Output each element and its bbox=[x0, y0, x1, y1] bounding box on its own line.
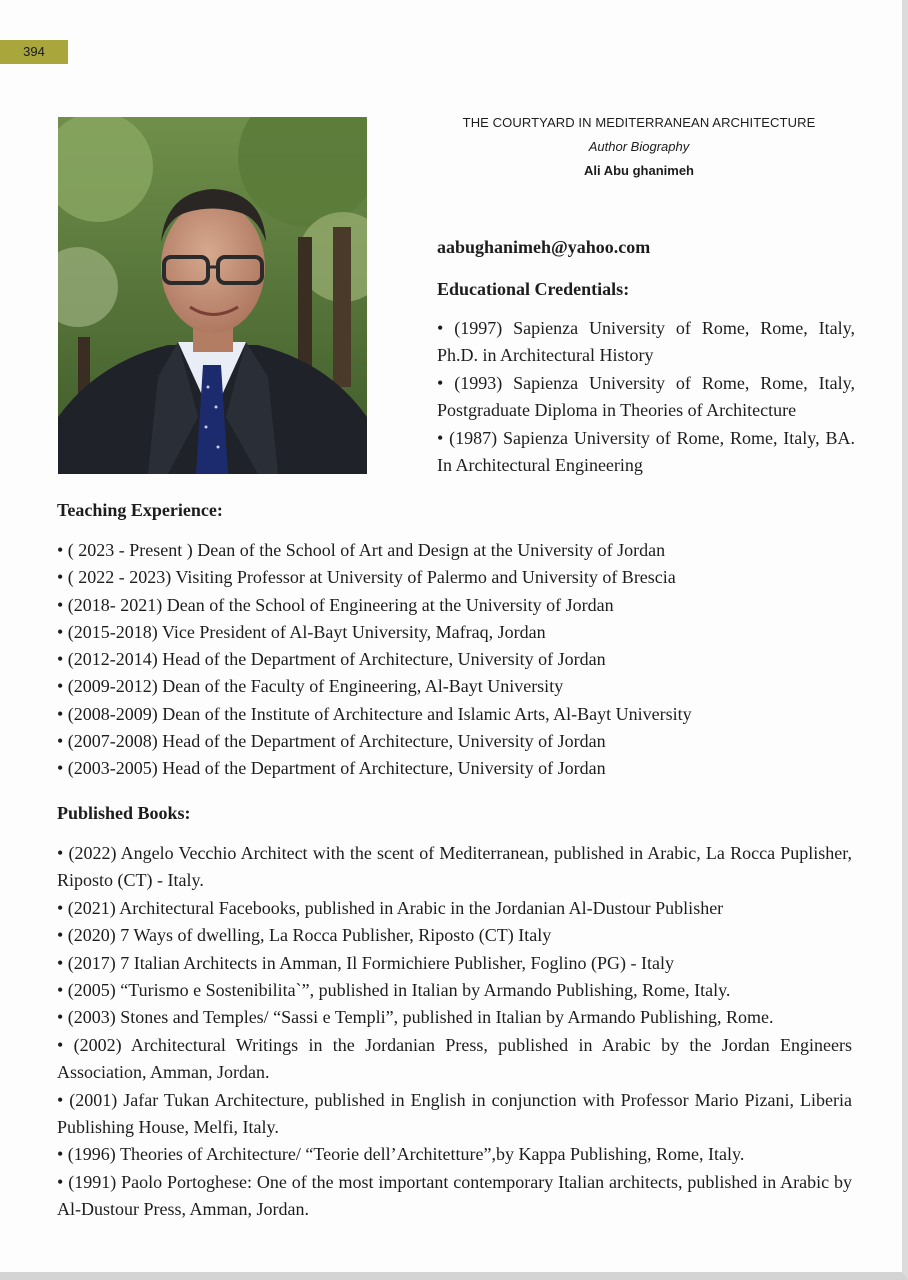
book-item: • (2020) 7 Ways of dwelling, La Rocca Publisher, Riposto (CT) Italy bbox=[57, 925, 552, 946]
book-item: • (2022) Angelo Vecchio Architect with the scent of Mediterranean, published in Arabic, La Rocca Puplisher, Riposto (CT) - Italy. bbox=[57, 843, 852, 891]
author-portrait-photo bbox=[58, 117, 367, 474]
education-heading: Educational Credentials: bbox=[437, 279, 630, 299]
teaching-item: • (2012-2014) Head of the Department of Architecture, University of Jordan bbox=[57, 649, 606, 670]
education-list bbox=[437, 315, 855, 479]
book-title: THE COURTYARD IN MEDITERRANEAN ARCHITECTURE bbox=[462, 115, 816, 130]
books-list bbox=[57, 840, 852, 1224]
author-name: Ali Abu ghanimeh bbox=[583, 163, 695, 178]
teaching-item: • (2008-2009) Dean of the Institute of Architecture and Islamic Arts, Al-Bayt University bbox=[57, 703, 692, 724]
book-item: • (1991) Paolo Portoghese: One of the most important contemporary Italian architects, published in Arabic by Al-Dustour Press, Amman, Jordan. bbox=[57, 1171, 852, 1220]
education-item: • (1997) Sapienza University of Rome, Rome, Italy, Ph.D. in Architectural History bbox=[437, 318, 855, 366]
book-item: • (2002) Architectural Writings in the Jordanian Press, published in Arabic by the Jordan Engineers Association, Amman, Jordan. bbox=[57, 1034, 852, 1083]
book-item: • (2001) Jafar Tukan Architecture, published in English in conjunction with Professor Mario Pizani, Liberia Publishing House, Melfi, Italy. bbox=[57, 1089, 852, 1138]
book-item: • (2003) Stones and Temples/ “Sassi e Templi”, published in Italian by Armando Publishing, Rome. bbox=[57, 1007, 774, 1028]
education-item: • (1993) Sapienza University of Rome, Rome, Italy, Postgraduate Diploma in Theories of Architecture bbox=[437, 372, 855, 421]
teaching-item: • ( 2023 - Present ) Dean of the School of Art and Design at the University of Jordan bbox=[57, 540, 666, 560]
book-item: • (1996) Theories of Architecture/ “Teorie dell’Architetture”,by Kappa Publishing, Rome, Italy. bbox=[57, 1144, 745, 1165]
teaching-heading: Teaching Experience: bbox=[57, 500, 223, 520]
section-label: Author Biography bbox=[588, 139, 690, 154]
teaching-item: • (2009-2012) Dean of the Faculty of Engineering, Al-Bayt University bbox=[57, 676, 564, 697]
book-item: • (2017) 7 Italian Architects in Amman, Il Formichiere Publisher, Foglino (PG) - Italy bbox=[57, 952, 674, 973]
book-item: • (2005) “Turismo e Sostenibilita`”, published in Italian by Armando Publishing, Rome, Italy. bbox=[57, 980, 731, 1001]
teaching-item: • (2018- 2021) Dean of the School of Engineering at the University of Jordan bbox=[57, 594, 614, 615]
teaching-list bbox=[57, 537, 857, 783]
teaching-item: • (2015-2018) Vice President of Al-Bayt University, Mafraq, Jordan bbox=[57, 621, 546, 642]
education-item: • (1987) Sapienza University of Rome, Rome, Italy, BA. In Architectural Engineering bbox=[437, 427, 855, 476]
teaching-item: • ( 2022 - 2023) Visiting Professor at University of Palermo and University of Brescia bbox=[57, 567, 676, 588]
page-number-tab: 394 bbox=[0, 40, 68, 64]
page-header bbox=[438, 114, 840, 180]
book-item: • (2021) Architectural Facebooks, published in Arabic in the Jordanian Al-Dustour Publisher bbox=[57, 897, 724, 918]
author-email: aabughanimeh@yahoo.com bbox=[437, 237, 651, 257]
teaching-item: • (2007-2008) Head of the Department of Architecture, University of Jordan bbox=[57, 731, 606, 752]
teaching-item: • (2003-2005) Head of the Department of Architecture, University of Jordan bbox=[57, 758, 606, 779]
books-heading: Published Books: bbox=[57, 803, 191, 823]
